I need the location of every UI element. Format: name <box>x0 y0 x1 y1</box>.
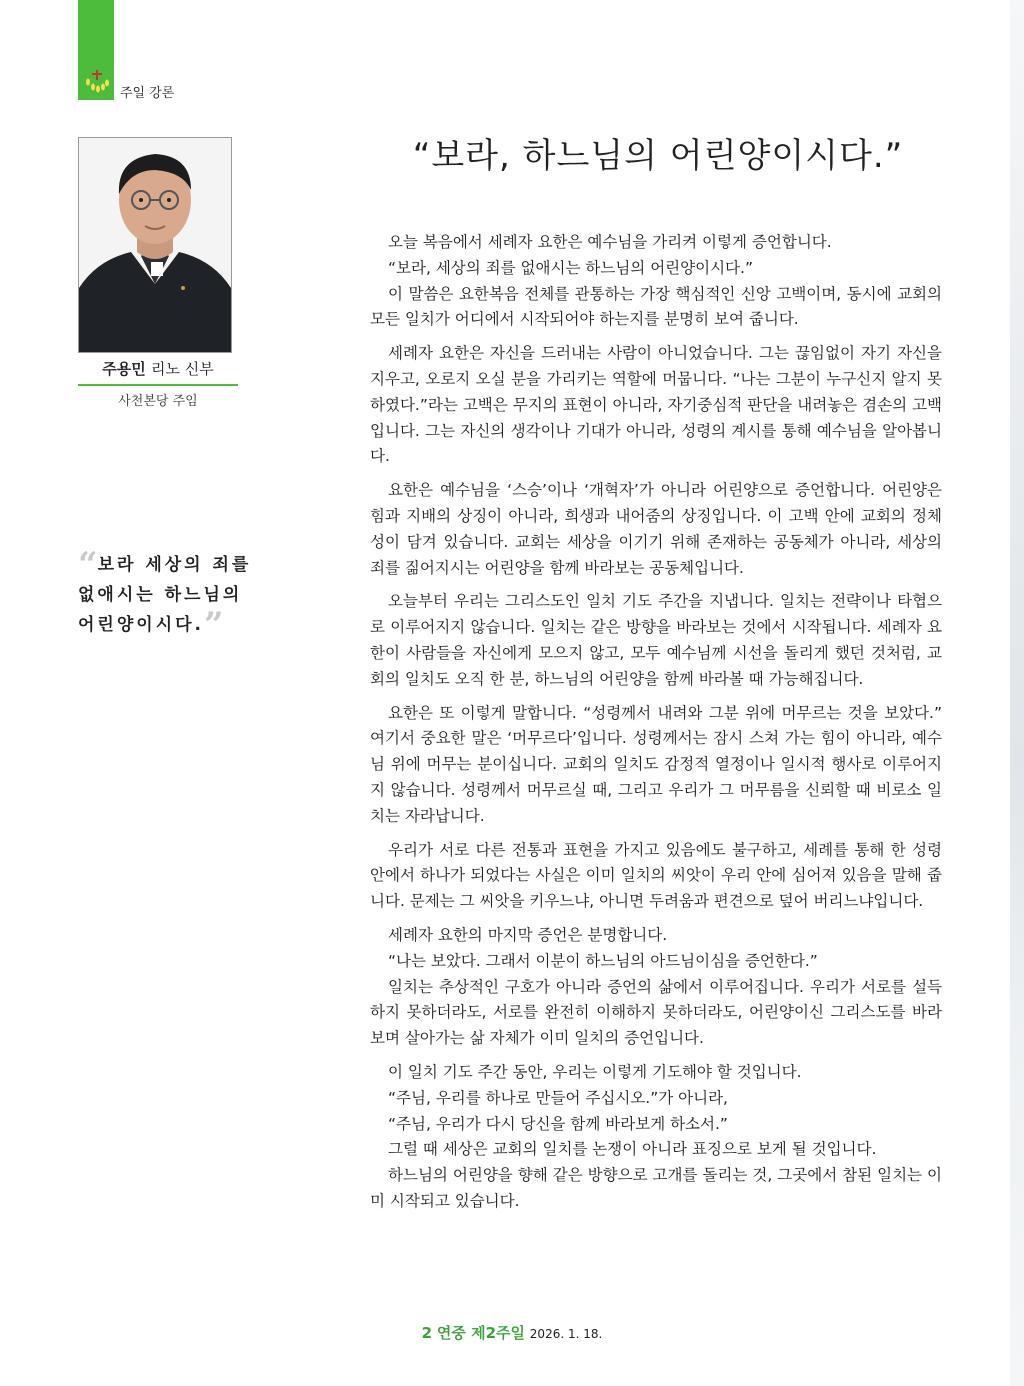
article-paragraph <box>370 1060 942 1215</box>
pull-quote-text: 보라 세상의 죄를 없애시는 하느님의 어린양이시다. <box>78 555 252 635</box>
paragraph-line: 오늘부터 우리는 그리스도인 일치 기도 주간을 지냅니다. 일치는 전략이나 타협으로 이루어지지 않습니다. 일치는 같은 방향을 바라보는 것에서 시작됩니다. 세례자 요한이 사람들을 자신에게 모으지 않고, 모두 예수님께 시선을 돌리게 했던 것처럼, 교회의 일치도 오직 한 분, 하느님의 어린양을 함께 바라볼 때 가능해집니다. <box>370 592 942 688</box>
paragraph-line: 그럴 때 세상은 교회의 일치를 논쟁이 아니라 표징으로 보게 될 것입니다. <box>388 1140 877 1159</box>
article-paragraph <box>370 923 942 1052</box>
pull-quote <box>78 545 268 645</box>
paragraph-line: 이 일치 기도 주간 동안, 우리는 이렇게 기도해야 할 것입니다. <box>388 1062 802 1081</box>
paragraph-line: 일치는 추상적인 구호가 아니라 증언의 삶에서 이루어집니다. 우리가 서로를 설득하지 못하더라도, 서로를 완전히 이해하지 못하더라도, 어린양이신 그리스도를 바라보며 살아가는 삶 자체가 이미 일치의 증언입니다. <box>370 977 942 1048</box>
paragraph-line: 세례자 요한은 자신을 드러내는 사람이 아니었습니다. 그는 끊임없이 자기 자신을 지우고, 오로지 오실 분을 가리키는 역할에 머뭅니다. “나는 그분이 누구신지 알지 못하였다.”라는 고백은 무지의 표현이 아니라, 자기중심적 판단을 내려놓은 겸손의 고백입니다. 그는 자신의 생각이나 기대가 아니라, 성령의 계시를 통해 예수님을 알아봅니다. <box>370 344 942 466</box>
paragraph-line: 우리가 서로 다른 전통과 표현을 가지고 있음에도 불구하고, 세례를 통해 한 성령 안에서 하나가 되었다는 사실은 이미 일치의 씨앗이 우리 안에 심어져 있음을 말해 줍니다. 문제는 그 씨앗을 키우느냐, 아니면 두려움과 편견으로 덮어 버리느냐입니다. <box>370 840 942 911</box>
article-paragraph <box>370 230 942 333</box>
article-paragraph <box>370 341 942 470</box>
article-body <box>370 230 942 1223</box>
author-portrait <box>78 137 232 353</box>
paragraph-line: 오늘 복음에서 세례자 요한은 예수님을 가리켜 이렇게 증언합니다. <box>388 233 832 251</box>
article-paragraph <box>370 838 942 915</box>
page-footer <box>0 1322 1024 1343</box>
page-number: 2 <box>421 1324 433 1342</box>
article-paragraph <box>370 701 942 830</box>
author-divider <box>78 384 238 386</box>
paragraph-line: “주님, 우리를 하나로 만들어 주십시오.”가 아니라, <box>388 1088 728 1107</box>
author-title-text: 리노 신부 <box>150 360 214 378</box>
author-name <box>78 358 238 379</box>
author-role: 사천본당 주임 <box>118 394 198 409</box>
paragraph-line: 세례자 요한의 마지막 증언은 분명합니다. <box>388 925 668 944</box>
issue-date: 2026. 1. 18. <box>529 1327 603 1341</box>
paragraph-line: “나는 보았다. 그래서 이분이 하느님의 아드님이심을 증언한다.” <box>388 951 818 970</box>
article-paragraph <box>370 589 942 692</box>
paragraph-line: 이 말씀은 요한복음 전체를 관통하는 가장 핵심적인 신앙 고백이며, 동시에 교회의 모든 일치가 어디에서 시작되어야 하는지를 분명히 보여 줍니다. <box>370 284 942 329</box>
article-title: “보라, 하느님의 어린양이시다.” <box>412 136 904 176</box>
close-quote-mark: ” <box>204 605 224 645</box>
article-paragraph <box>370 478 942 581</box>
author-name-text: 주용민 <box>102 360 146 378</box>
section-label: 주일 강론 <box>120 86 175 101</box>
paragraph-line: “주님, 우리가 다시 당신을 함께 바라보게 하소서.” <box>388 1114 728 1133</box>
paragraph-line: “보라, 세상의 죄를 없애시는 하느님의 어린양이시다.” <box>388 258 753 277</box>
paragraph-line: 요한은 또 이렇게 말합니다. “성령께서 내려와 그분 위에 머무르는 것을 보았다.” 여기서 중요한 말은 ‘머무르다’입니다. 성령께서는 잠시 스쳐 가는 힘이 아니라, 예수님 위에 머무는 분이십니다. 교회의 일치도 감정적 열정이나 일시적 행사로 이루어지지 않습니다. 성령께서 머무르실 때, 그리고 우리가 그 머무름을 신뢰할 때 비로소 일치는 자라납니다. <box>370 703 942 825</box>
paragraph-line: 하느님의 어린양을 향해 같은 방향으로 고개를 돌리는 것, 그곳에서 참된 일치는 이미 시작되고 있습니다. <box>370 1166 942 1210</box>
wheat-cross-icon <box>84 68 110 96</box>
paragraph-line: 요한은 예수님을 ‘스승’이나 ‘개혁자’가 아니라 어린양으로 증언합니다. 어린양은 힘과 지배의 상징이 아니라, 희생과 내어줌의 상징입니다. 이 고백 안에 교회의 정체성이 담겨 있습니다. 교회는 세상을 이기기 위해 존재하는 공동체가 아니라, 세상의 죄를 짊어지시는 어린양을 함께 바라보는 공동체입니다. <box>370 481 942 577</box>
page-edge-decoration <box>1010 0 1024 1386</box>
open-quote-mark: “ <box>78 545 98 585</box>
liturgical-day: 연중 제2주일 <box>436 1324 526 1342</box>
